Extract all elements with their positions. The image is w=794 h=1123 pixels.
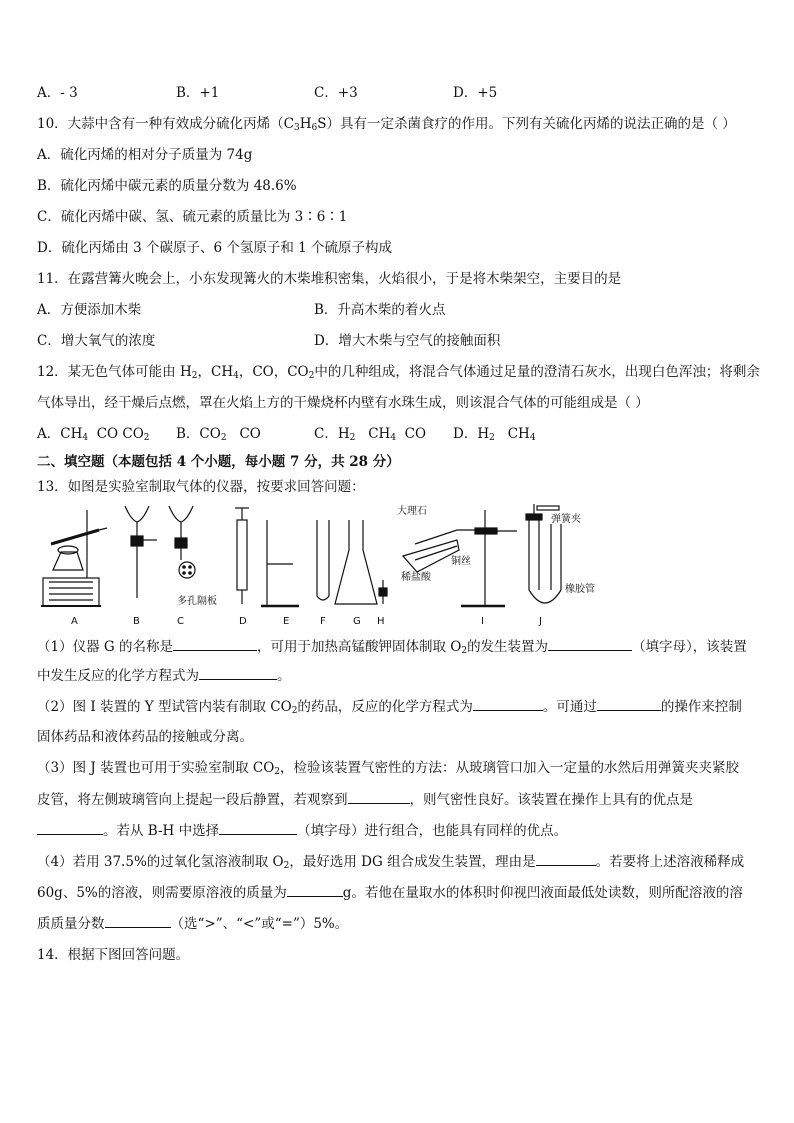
q12-stem-line1: 12．某无色气体可能由 $H_2$，$CH_4$，CO，$CO_2$中的几种组成，将混合气体通过足量的澄清石灰水，出现白色浑浊；将剩余	[37, 364, 760, 381]
q10-option-a: A．硫化丙烯的相对分子质量为 74g	[37, 147, 253, 163]
q11-stem: 11．在露营篝火晚会上，小东发现篝火的木柴堆积密集，火焰很小，于是将木柴架空，主要目的是	[37, 271, 622, 287]
fig-label-f: F	[320, 616, 326, 627]
fig-label-g: G	[353, 616, 361, 627]
q13-part4-line3: 质质量分数 （选“>”、“<”或“=”）5%。	[37, 913, 348, 934]
fig-label-j: J	[539, 616, 542, 627]
answer-blank[interactable]	[173, 636, 257, 651]
apparatus-figure	[37, 500, 597, 630]
fig-label-d: D	[239, 616, 247, 627]
q13-part2-line1: （2）图 I 装置的 Y 型试管内装有制取 $CO_2$的药品，反应的化学方程式为 。可通过 的操作来控制	[37, 696, 742, 721]
fig-text-marble: 大理石	[397, 506, 427, 517]
q10-stem: 10．大蒜中含有一种有效成分硫化丙烯$(C_3H_6S)$具有一定杀菌食疗的作用。下列有关硫化丙烯的说法正确的是（ ）	[37, 116, 736, 133]
answer-blank[interactable]	[548, 636, 632, 651]
q12-option-a: A．$CH_4$ CO $CO_2$	[37, 426, 150, 443]
answer-blank[interactable]	[219, 820, 297, 835]
q10-option-b: B．硫化丙烯中碳元素的质量分数为 48.6%	[37, 178, 297, 194]
answer-blank[interactable]	[348, 789, 410, 804]
fig-label-a: A	[71, 616, 78, 627]
q13-part1-line1: （1）仪器 G 的名称是 ，可用于加热高锰酸钾固体制取 $O_2$的发生装置为 （填字母），该装置	[37, 636, 747, 661]
q13-stem: 13．如图是实验室制取气体的仪器，按要求回答问题：	[37, 479, 365, 495]
fig-text-plate: 多孔隔板	[177, 596, 217, 607]
fig-text-clamp: 弹簧夹	[551, 514, 581, 525]
q12-stem-line2: 气体导出，经干燥后点燃，罩在火焰上方的干燥烧杯内壁有水珠生成，则该混合气体的可能组成是（ ）	[37, 395, 649, 411]
q11-option-c: C．增大氧气的浓度	[37, 333, 156, 349]
apparatus-b	[125, 506, 157, 598]
fig-label-c: C	[177, 616, 184, 627]
q11-option-b: B．升高木柴的着火点	[314, 302, 446, 318]
apparatus-e	[261, 520, 299, 606]
section-title: 二、填空题（本题包括 4 个小题，每小题 7 分，共 28 分）	[37, 454, 400, 470]
q13-part4-line1: （4）若用 37.5%的过氧化氢溶液制取 $O_2$，最好选用 DG 组合成发生装置，理由是 。若要将上述溶液稀释成	[37, 851, 744, 876]
apparatus-a	[41, 510, 107, 606]
q12-option-d: D．$H_2$ $CH_4$	[453, 426, 536, 443]
q9-option-c: C．+3	[314, 85, 358, 101]
answer-blank[interactable]	[105, 913, 171, 928]
q10-option-c: C．硫化丙烯中碳、氢、硫元素的质量比为 3∶6∶1	[37, 209, 348, 225]
fig-label-e: E	[283, 616, 290, 627]
answer-blank[interactable]	[199, 665, 277, 680]
q9-option-b: B．+1	[176, 85, 220, 101]
fig-text-hose: 橡胶管	[565, 584, 595, 595]
q13-part3-line2: 皮管，将左侧玻璃管向上提起一段后静置，若观察到 ，则气密性良好。该装置在操作上具有的优点是	[37, 789, 693, 810]
q13-part1-line2: 中发生反应的化学方程式为 。	[37, 665, 291, 686]
answer-blank[interactable]	[536, 851, 596, 866]
apparatus-g	[335, 520, 377, 604]
q13-part3-line1: （3）图 J 装置也可用于实验室制取 $CO_2$，检验该装置气密性的方法：从玻璃管口加入一定量的水然后用弹簧夹夹紧胶	[37, 760, 740, 777]
q10-option-d: D．硫化丙烯由 3 个碳原子、6 个氢原子和 1 个硫原子构成	[37, 240, 393, 256]
q11-option-d: D．增大木柴与空气的接触面积	[314, 333, 501, 349]
q13-part2-line2: 固体药品和液体药品的接触或分离。	[37, 729, 253, 745]
q13-part3-line3: 。若从 B-H 中选择 （填字母）进行组合，也能具有同样的优点。	[37, 820, 567, 841]
apparatus-f	[317, 520, 329, 600]
apparatus-d	[235, 508, 249, 604]
answer-blank[interactable]	[597, 696, 661, 711]
fig-label-i: I	[481, 616, 484, 627]
answer-blank[interactable]	[287, 882, 343, 897]
answer-blank[interactable]	[473, 696, 543, 711]
answer-blank[interactable]	[37, 820, 103, 835]
fig-text-copper: 铜丝	[451, 556, 471, 567]
q14-stem: 14．根据下图回答问题。	[37, 947, 190, 963]
q12-option-c: C．$H_2$ $CH_4$ CO	[314, 426, 427, 443]
apparatus-h	[379, 580, 387, 604]
q13-part4-line2: 60g、5%的溶液，则需要原溶液的质量为 g。若他在量取水的体积时仰视凹液面最低处读数，则所配溶液的溶	[37, 882, 743, 903]
fig-label-b: B	[133, 616, 140, 627]
fig-label-h: H	[377, 616, 385, 627]
q11-option-a: A．方便添加木柴	[37, 302, 142, 318]
q9-option-d: D．+5	[453, 85, 498, 101]
q12-option-b: B．$CO_2$ CO	[176, 426, 261, 443]
fig-text-acid: 稀盐酸	[401, 572, 431, 583]
q9-option-a: A．- 3	[37, 85, 78, 101]
apparatus-c	[169, 506, 195, 578]
